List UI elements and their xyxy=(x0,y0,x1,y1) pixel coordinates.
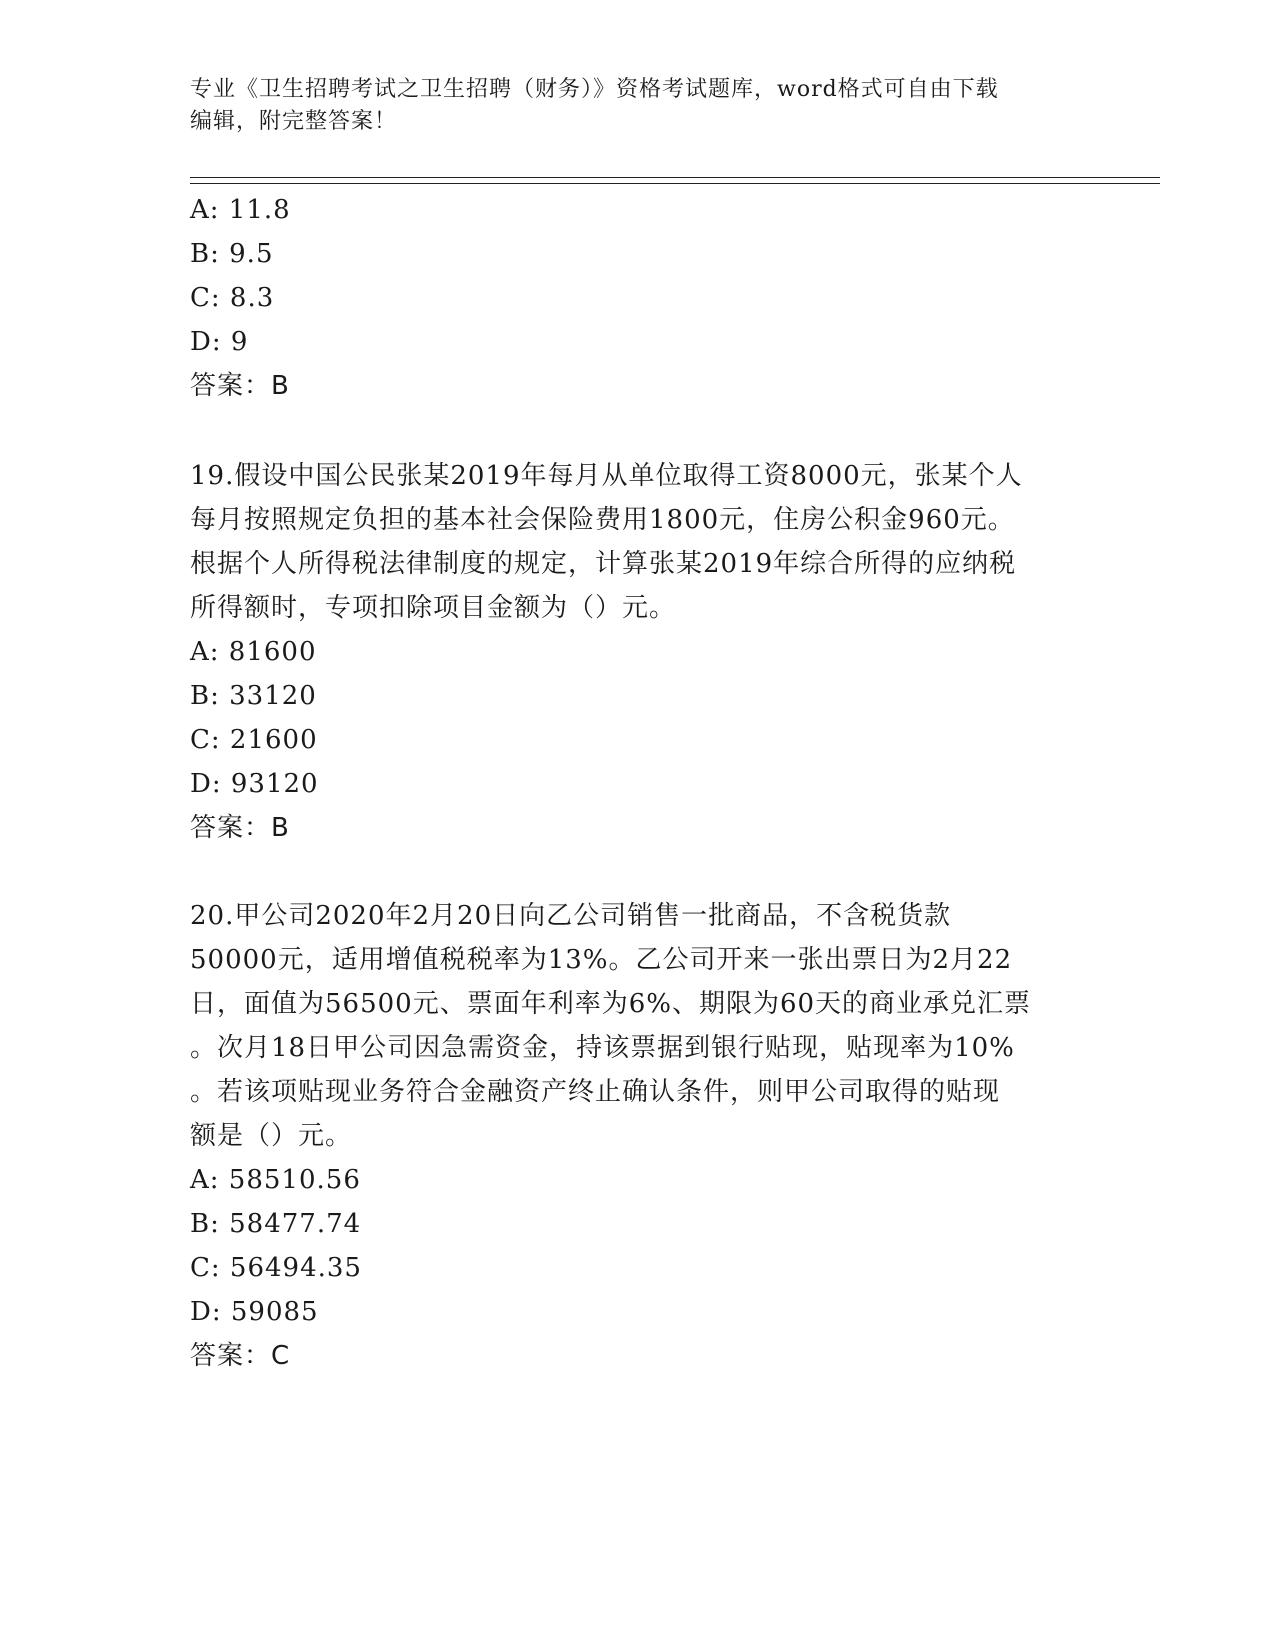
option-b: B: 33120 xyxy=(190,681,317,711)
header-line-2: 编辑，附完整答案！ xyxy=(190,109,398,134)
option-b: B: 9.5 xyxy=(190,239,274,269)
option-a: A: 81600 xyxy=(190,637,317,667)
option-c: C: 8.3 xyxy=(190,283,275,313)
header-rule-top xyxy=(190,177,1160,178)
answer: 答案：B xyxy=(190,813,290,843)
option-b: B: 58477.74 xyxy=(190,1209,362,1239)
question-line: 所得额时，专项扣除项目金额为（）元。 xyxy=(190,593,677,623)
option-c: C: 21600 xyxy=(190,725,318,755)
question-line: 。次月18日甲公司因急需资金，持该票据到银行贴现，贴现率为10% xyxy=(190,1033,1015,1063)
question-line: 。若该项贴现业务符合金融资产终止确认条件，则甲公司取得的贴现 xyxy=(190,1077,1001,1107)
question-line: 额是（）元。 xyxy=(190,1121,353,1151)
question-line: 50000元，适用增值税税率为13%。乙公司开来一张出票日为2月22 xyxy=(190,945,1013,975)
header-line-1: 专业《卫生招聘考试之卫生招聘（财务）》资格考试题库，word格式可自由下载 xyxy=(190,77,999,102)
option-d: D: 93120 xyxy=(190,769,319,799)
question-line: 日，面值为56500元、票面年利率为6%、期限为60天的商业承兑汇票 xyxy=(190,989,1032,1019)
option-c: C: 56494.35 xyxy=(190,1253,362,1283)
document-header xyxy=(190,74,1090,138)
option-a: A: 58510.56 xyxy=(190,1165,361,1195)
option-d: D: 59085 xyxy=(190,1297,319,1327)
header-rule-bottom xyxy=(190,183,1160,184)
question-line: 19.假设中国公民张某2019年每月从单位取得工资8000元，张某个人 xyxy=(190,461,1023,491)
question-line: 根据个人所得税法律制度的规定，计算张某2019年综合所得的应纳税 xyxy=(190,549,1017,579)
option-d: D: 9 xyxy=(190,327,249,357)
answer: 答案：C xyxy=(190,1341,291,1371)
question-line: 每月按照规定负担的基本社会保险费用1800元，住房公积金960元。 xyxy=(190,505,1015,535)
option-a: A: 11.8 xyxy=(190,195,291,225)
question-line: 20.甲公司2020年2月20日向乙公司销售一批商品，不含税货款 xyxy=(190,901,952,931)
answer: 答案：B xyxy=(190,371,290,401)
